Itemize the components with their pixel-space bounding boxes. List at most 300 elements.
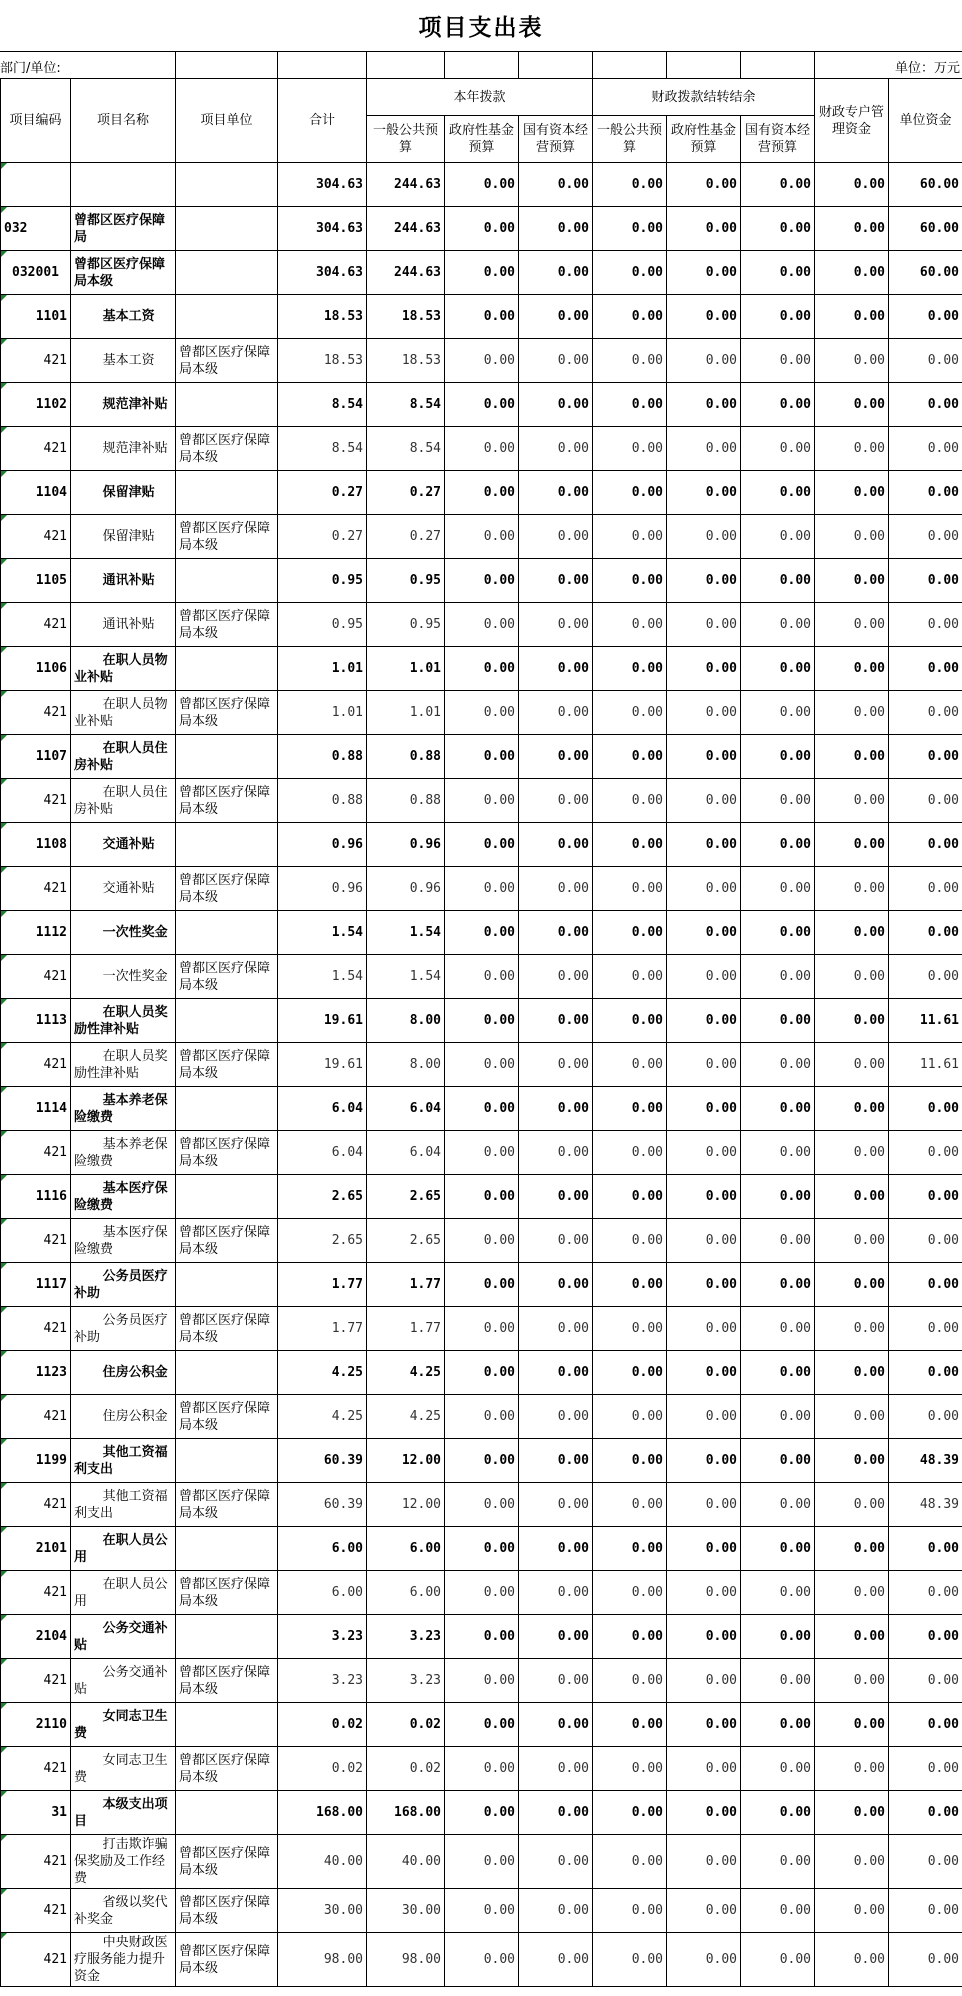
cell-amount: 0.00: [519, 1483, 593, 1527]
cell-amount: 244.63: [367, 207, 445, 251]
table-row: [1, 471, 962, 515]
table-row: [1, 1131, 962, 1175]
cell-amount: 0.00: [519, 999, 593, 1043]
cell-amount: 0.88: [367, 779, 445, 823]
table-row: [1, 1263, 962, 1307]
cell-amount: 0.00: [445, 515, 519, 559]
cell-amount: 0.00: [519, 1307, 593, 1351]
cell-project-unit: 曾都区医疗保障局本级: [176, 1933, 278, 1987]
cell-amount: 4.25: [367, 1351, 445, 1395]
cell-amount: 0.00: [445, 295, 519, 339]
cell-amount: 40.00: [367, 1835, 445, 1889]
cell-amount: 0.00: [667, 207, 741, 251]
cell-amount: 0.00: [667, 1527, 741, 1571]
cell-amount: 0.00: [741, 867, 815, 911]
cell-code: 2104: [1, 1615, 71, 1659]
cell-amount: 0.00: [593, 1219, 667, 1263]
cell-amount: 3.23: [278, 1659, 367, 1703]
cell-amount: 0.96: [367, 867, 445, 911]
cell-amount: 0.00: [667, 163, 741, 207]
cell-amount: 8.54: [278, 427, 367, 471]
cell-amount: 0.00: [741, 823, 815, 867]
cell-amount: 0.00: [593, 779, 667, 823]
cell-amount: 0.00: [593, 471, 667, 515]
cell-project-unit: [176, 383, 278, 427]
cell-amount: 0.00: [593, 1889, 667, 1933]
cell-amount: 0.00: [889, 1263, 962, 1307]
cell-amount: 0.00: [519, 1571, 593, 1615]
cell-project-name: 保留津贴: [71, 515, 176, 559]
cell-amount: 0.00: [667, 955, 741, 999]
table-row: [1, 1889, 962, 1933]
cell-amount: 0.02: [367, 1747, 445, 1791]
cell-code: 1113: [1, 999, 71, 1043]
cell-amount: 0.00: [741, 295, 815, 339]
table-row: [1, 1835, 962, 1889]
cell-amount: 1.01: [278, 691, 367, 735]
cell-amount: 0.00: [445, 1747, 519, 1791]
cell-amount: 0.00: [815, 559, 889, 603]
cell-amount: 0.00: [741, 1439, 815, 1483]
cell-amount: 6.00: [367, 1527, 445, 1571]
cell-amount: 0.00: [889, 1889, 962, 1933]
cell-amount: 0.00: [815, 1933, 889, 1987]
cell-amount: 0.00: [445, 735, 519, 779]
table-row: [1, 999, 962, 1043]
cell-amount: 0.00: [519, 647, 593, 691]
cell-amount: 0.00: [593, 1483, 667, 1527]
cell-amount: 0.00: [519, 1791, 593, 1835]
cell-amount: 0.00: [815, 823, 889, 867]
cell-code: 1104: [1, 471, 71, 515]
cell-amount: 0.00: [815, 207, 889, 251]
cell-amount: 0.00: [445, 1395, 519, 1439]
cell-amount: 0.00: [445, 867, 519, 911]
cell-project-name: 曾都区医疗保障局: [71, 207, 176, 251]
cell-amount: 0.27: [278, 515, 367, 559]
cell-amount: 0.00: [741, 1395, 815, 1439]
cell-amount: 0.00: [667, 1043, 741, 1087]
cell-amount: 0.00: [667, 1571, 741, 1615]
cell-amount: 0.00: [667, 867, 741, 911]
cell-amount: 0.00: [445, 1131, 519, 1175]
cell-amount: 0.02: [278, 1747, 367, 1791]
divider: [366, 52, 367, 78]
cell-amount: 0.00: [445, 823, 519, 867]
cell-amount: 18.53: [367, 339, 445, 383]
cell-amount: 0.00: [815, 163, 889, 207]
cell-amount: 0.00: [519, 779, 593, 823]
cell-amount: 0.00: [519, 295, 593, 339]
cell-amount: 244.63: [367, 163, 445, 207]
cell-amount: 0.00: [519, 867, 593, 911]
cell-amount: 4.25: [278, 1351, 367, 1395]
cell-amount: 6.00: [278, 1527, 367, 1571]
header-carry-over: 财政拨款结转结余: [593, 79, 815, 116]
cell-project-name: 基本医疗保险缴费: [71, 1219, 176, 1263]
cell-code: 1114: [1, 1087, 71, 1131]
cell-amount: 1.54: [367, 955, 445, 999]
cell-amount: 0.00: [741, 1483, 815, 1527]
cell-amount: 0.00: [445, 955, 519, 999]
cell-project-name: 本级支出项目: [71, 1791, 176, 1835]
cell-code: 31: [1, 1791, 71, 1835]
cell-amount: 2.65: [278, 1219, 367, 1263]
cell-amount: 0.00: [593, 1087, 667, 1131]
cell-project-unit: [176, 471, 278, 515]
cell-project-name: 曾都区医疗保障局本级: [71, 251, 176, 295]
cell-amount: 98.00: [367, 1933, 445, 1987]
cell-project-name: 其他工资福利支出: [71, 1439, 176, 1483]
cell-amount: 30.00: [367, 1889, 445, 1933]
cell-amount: 0.00: [815, 1307, 889, 1351]
cell-project-unit: [176, 735, 278, 779]
cell-project-name: 省级以奖代补奖金: [71, 1889, 176, 1933]
table-row: [1, 1175, 962, 1219]
cell-project-name: 在职人员住房补贴: [71, 779, 176, 823]
cell-project-name: 在职人员物业补贴: [71, 647, 176, 691]
cell-project-unit: 曾都区医疗保障局本级: [176, 1571, 278, 1615]
cell-amount: 18.53: [278, 295, 367, 339]
cell-amount: 0.00: [741, 339, 815, 383]
cell-project-name: 公务交通补贴: [71, 1615, 176, 1659]
cell-amount: 0.00: [519, 823, 593, 867]
cell-amount: 0.00: [889, 823, 962, 867]
department-label: 部门/单位:: [0, 61, 61, 76]
header-general-budget: 一般公共预算: [367, 116, 445, 163]
cell-project-name: 其他工资福利支出: [71, 1483, 176, 1527]
cell-code: 421: [1, 867, 71, 911]
table-row: [1, 1527, 962, 1571]
cell-code: [1, 163, 71, 207]
cell-project-unit: [176, 911, 278, 955]
cell-amount: 0.00: [593, 1703, 667, 1747]
header-special-fund: 财政专户管理资金: [815, 79, 889, 163]
cell-amount: 0.00: [741, 1747, 815, 1791]
cell-amount: 0.02: [367, 1703, 445, 1747]
cell-project-name: 基本工资: [71, 339, 176, 383]
cell-project-name: 保留津贴: [71, 471, 176, 515]
cell-code: 421: [1, 603, 71, 647]
cell-amount: 0.00: [445, 647, 519, 691]
cell-amount: 0.00: [667, 1933, 741, 1987]
table-row: [1, 163, 962, 207]
cell-amount: 60.00: [889, 163, 962, 207]
table-row: [1, 1571, 962, 1615]
cell-amount: 0.00: [815, 515, 889, 559]
cell-amount: 0.00: [741, 1175, 815, 1219]
cell-project-unit: 曾都区医疗保障局本级: [176, 1307, 278, 1351]
cell-code: 421: [1, 691, 71, 735]
table-row: [1, 735, 962, 779]
cell-code: 421: [1, 1571, 71, 1615]
cell-amount: 0.00: [445, 251, 519, 295]
cell-amount: 0.00: [815, 295, 889, 339]
cell-code: 1108: [1, 823, 71, 867]
unit-label: 单位：万元: [894, 61, 960, 76]
cell-amount: 0.00: [889, 1527, 962, 1571]
cell-amount: 0.00: [445, 1087, 519, 1131]
cell-project-unit: [176, 163, 278, 207]
cell-amount: 0.00: [667, 1351, 741, 1395]
cell-amount: 304.63: [278, 163, 367, 207]
cell-amount: 0.00: [741, 955, 815, 999]
cell-amount: 0.00: [593, 163, 667, 207]
cell-code: 1123: [1, 1351, 71, 1395]
table-row: [1, 691, 962, 735]
cell-code: 421: [1, 1659, 71, 1703]
cell-amount: 0.00: [445, 1571, 519, 1615]
cell-amount: 2.65: [367, 1175, 445, 1219]
cell-amount: 0.00: [889, 1835, 962, 1889]
cell-amount: 0.00: [889, 1791, 962, 1835]
cell-amount: 0.00: [741, 1263, 815, 1307]
cell-amount: 0.00: [667, 1263, 741, 1307]
cell-amount: 0.00: [667, 251, 741, 295]
cell-code: 2101: [1, 1527, 71, 1571]
cell-project-name: 打击欺诈骗保奖励及工作经费: [71, 1835, 176, 1889]
cell-project-unit: 曾都区医疗保障局本级: [176, 1835, 278, 1889]
cell-project-unit: 曾都区医疗保障局本级: [176, 779, 278, 823]
cell-amount: 304.63: [278, 207, 367, 251]
cell-amount: 0.00: [445, 1933, 519, 1987]
cell-amount: 0.00: [593, 1395, 667, 1439]
cell-amount: 11.61: [889, 1043, 962, 1087]
cell-amount: 0.00: [889, 471, 962, 515]
cell-amount: 1.77: [367, 1307, 445, 1351]
cell-amount: 0.00: [889, 1395, 962, 1439]
cell-amount: 1.01: [278, 647, 367, 691]
cell-amount: 0.95: [278, 603, 367, 647]
header-unit: 项目单位: [176, 79, 278, 163]
cell-amount: 0.00: [889, 1615, 962, 1659]
cell-code: 032001: [1, 251, 71, 295]
cell-amount: 0.00: [667, 779, 741, 823]
cell-project-unit: [176, 1439, 278, 1483]
cell-amount: 0.00: [741, 1527, 815, 1571]
cell-amount: 0.00: [741, 1087, 815, 1131]
cell-amount: 60.00: [889, 207, 962, 251]
cell-project-unit: [176, 1087, 278, 1131]
cell-amount: 0.00: [667, 1439, 741, 1483]
cell-code: 032: [1, 207, 71, 251]
cell-amount: 0.00: [815, 1571, 889, 1615]
cell-project-name: 在职人员奖励性津补贴: [71, 999, 176, 1043]
cell-amount: 0.00: [815, 1791, 889, 1835]
table-row: [1, 1659, 962, 1703]
cell-project-unit: [176, 1703, 278, 1747]
cell-amount: 0.00: [593, 207, 667, 251]
cell-amount: 0.00: [815, 383, 889, 427]
cell-project-unit: [176, 823, 278, 867]
cell-amount: 0.00: [593, 515, 667, 559]
cell-amount: 1.01: [367, 647, 445, 691]
table-row: [1, 1703, 962, 1747]
cell-amount: 0.00: [593, 427, 667, 471]
cell-amount: 0.00: [815, 867, 889, 911]
cell-amount: 6.04: [278, 1087, 367, 1131]
cell-amount: 1.77: [278, 1307, 367, 1351]
cell-code: 1102: [1, 383, 71, 427]
header-current-year: 本年拨款: [367, 79, 593, 116]
cell-amount: 0.00: [815, 1483, 889, 1527]
cell-project-name: 在职人员奖励性津补贴: [71, 1043, 176, 1087]
cell-amount: 0.00: [519, 207, 593, 251]
cell-amount: 8.00: [367, 1043, 445, 1087]
cell-amount: 0.00: [519, 1703, 593, 1747]
cell-amount: 0.00: [741, 427, 815, 471]
cell-amount: 0.00: [741, 1615, 815, 1659]
cell-amount: 0.00: [445, 163, 519, 207]
cell-project-unit: 曾都区医疗保障局本级: [176, 515, 278, 559]
cell-amount: 0.00: [593, 867, 667, 911]
cell-amount: 18.53: [367, 295, 445, 339]
cell-amount: 0.00: [815, 1615, 889, 1659]
cell-amount: 0.00: [667, 647, 741, 691]
cell-code: 421: [1, 427, 71, 471]
cell-amount: 8.54: [367, 427, 445, 471]
cell-amount: 0.00: [815, 911, 889, 955]
header-total: 合计: [278, 79, 367, 163]
cell-amount: 48.39: [889, 1483, 962, 1527]
cell-amount: 0.00: [815, 1219, 889, 1263]
cell-amount: 0.00: [593, 911, 667, 955]
table-row: [1, 911, 962, 955]
cell-amount: 0.00: [667, 999, 741, 1043]
cell-amount: 0.00: [889, 1175, 962, 1219]
cell-project-name: 在职人员住房补贴: [71, 735, 176, 779]
cell-code: 421: [1, 779, 71, 823]
cell-amount: 0.00: [815, 1043, 889, 1087]
cell-amount: 6.04: [278, 1131, 367, 1175]
cell-project-unit: 曾都区医疗保障局本级: [176, 1131, 278, 1175]
cell-amount: 0.00: [815, 999, 889, 1043]
cell-amount: 0.00: [445, 1263, 519, 1307]
cell-amount: 0.00: [593, 295, 667, 339]
cell-amount: 0.00: [741, 691, 815, 735]
cell-amount: 0.00: [667, 603, 741, 647]
cell-project-unit: 曾都区医疗保障局本级: [176, 1395, 278, 1439]
cell-amount: 0.00: [815, 1351, 889, 1395]
table-row: [1, 779, 962, 823]
cell-amount: 0.00: [889, 339, 962, 383]
cell-amount: 60.39: [278, 1483, 367, 1527]
cell-project-name: 一次性奖金: [71, 911, 176, 955]
cell-amount: 0.00: [593, 999, 667, 1043]
cell-amount: 0.00: [593, 251, 667, 295]
cell-amount: 3.23: [367, 1659, 445, 1703]
cell-amount: 0.00: [593, 1791, 667, 1835]
cell-amount: 0.00: [519, 735, 593, 779]
cell-project-name: 基本医疗保险缴费: [71, 1175, 176, 1219]
cell-project-unit: 曾都区医疗保障局本级: [176, 1219, 278, 1263]
cell-amount: 0.00: [889, 515, 962, 559]
cell-amount: 0.00: [519, 1395, 593, 1439]
cell-amount: 0.00: [593, 1175, 667, 1219]
cell-amount: 168.00: [278, 1791, 367, 1835]
cell-project-name: 公务员医疗补助: [71, 1263, 176, 1307]
cell-amount: 0.00: [519, 1659, 593, 1703]
cell-amount: 0.00: [815, 427, 889, 471]
cell-amount: 0.00: [667, 471, 741, 515]
table-row: [1, 559, 962, 603]
cell-amount: 0.88: [278, 779, 367, 823]
cell-project-unit: 曾都区医疗保障局本级: [176, 955, 278, 999]
cell-amount: 0.00: [519, 1351, 593, 1395]
cell-amount: 0.00: [667, 1483, 741, 1527]
cell-amount: 6.00: [367, 1571, 445, 1615]
project-expenditure-table: [0, 78, 962, 1987]
cell-amount: 0.00: [445, 779, 519, 823]
cell-amount: 1.77: [367, 1263, 445, 1307]
cell-amount: 0.00: [445, 1615, 519, 1659]
cell-amount: 0.00: [667, 735, 741, 779]
cell-amount: 0.00: [593, 735, 667, 779]
cell-amount: 0.00: [519, 383, 593, 427]
cell-project-unit: [176, 647, 278, 691]
cell-amount: 0.00: [815, 1527, 889, 1571]
cell-amount: 0.00: [741, 1933, 815, 1987]
cell-amount: 0.00: [741, 1351, 815, 1395]
cell-amount: 0.00: [741, 515, 815, 559]
cell-project-unit: 曾都区医疗保障局本级: [176, 603, 278, 647]
table-row: [1, 383, 962, 427]
cell-amount: 0.00: [741, 911, 815, 955]
cell-amount: 0.00: [519, 1615, 593, 1659]
cell-project-unit: 曾都区医疗保障局本级: [176, 427, 278, 471]
cell-amount: 0.00: [667, 1175, 741, 1219]
divider: [592, 52, 593, 78]
table-row: [1, 603, 962, 647]
cell-amount: 0.00: [667, 515, 741, 559]
table-row: [1, 207, 962, 251]
cell-amount: 0.00: [445, 911, 519, 955]
cell-amount: 2.65: [367, 1219, 445, 1263]
table-row: [1, 1483, 962, 1527]
cell-amount: 168.00: [367, 1791, 445, 1835]
cell-amount: 0.88: [367, 735, 445, 779]
cell-amount: 304.63: [278, 251, 367, 295]
cell-amount: 0.00: [519, 251, 593, 295]
cell-amount: 8.54: [367, 383, 445, 427]
cell-code: 421: [1, 1889, 71, 1933]
table-row: [1, 955, 962, 999]
cell-project-name: [71, 163, 176, 207]
cell-amount: 0.00: [815, 251, 889, 295]
cell-amount: 0.00: [741, 559, 815, 603]
cell-project-name: 规范津补贴: [71, 427, 176, 471]
cell-amount: 40.00: [278, 1835, 367, 1889]
cell-amount: 0.00: [889, 955, 962, 999]
cell-code: 421: [1, 1043, 71, 1087]
cell-amount: 0.00: [667, 295, 741, 339]
cell-amount: 0.00: [889, 867, 962, 911]
cell-amount: 0.00: [667, 911, 741, 955]
cell-amount: 0.00: [519, 163, 593, 207]
cell-amount: 0.00: [741, 1835, 815, 1889]
cell-amount: 0.00: [593, 647, 667, 691]
cell-amount: 48.39: [889, 1439, 962, 1483]
cell-amount: 0.00: [519, 911, 593, 955]
cell-amount: 0.00: [815, 1263, 889, 1307]
table-row: [1, 647, 962, 691]
info-row: [0, 52, 962, 78]
cell-amount: 0.00: [519, 1933, 593, 1987]
cell-amount: 0.00: [445, 1439, 519, 1483]
cell-code: 421: [1, 955, 71, 999]
cell-project-name: 公务员医疗补助: [71, 1307, 176, 1351]
cell-amount: 0.00: [815, 1747, 889, 1791]
